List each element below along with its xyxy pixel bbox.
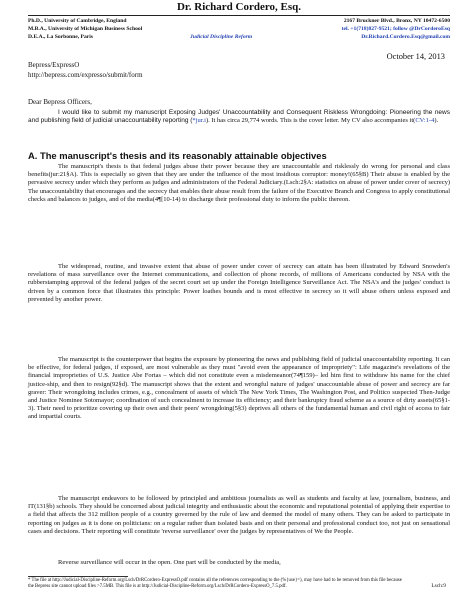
paragraph-thesis	[28, 163, 450, 204]
paragraph-journalists	[28, 495, 450, 536]
street-address: 2167 Bruckner Blvd., Bronx, NY 10472-6500	[343, 18, 450, 24]
section-heading: A. The manuscript's thesis and its reasonably attainable objectives	[28, 150, 327, 161]
paragraph-counterpower	[28, 356, 450, 422]
paragraph-text: The manuscript endeavors to be followed by principled and ambitious journalists as well as students and faculty at law, journalism, business, and IT(131§b) schools. They should be concerned about judicial integrity and enthusiastic about the economic and reputational potential of applying their expertise to a field that affects the 312 million people of a country governed by the rule of law and deemed the model of many others. They can be asked to participate in reporting on judges as it is done on politicians: on a regular rather than isolated basis and on their personal and professional conduct too, not just on sensational cases and decisions. Their reporting will constitute 'reverse surveillance' over the judges by representatives of We the People.	[28, 495, 450, 535]
recipient-address	[28, 61, 143, 80]
jur-link[interactable]: *jur.i	[192, 117, 206, 125]
paragraph-text: The manuscript's thesis is that federal judges abuse their power because they are unaccountable and risklessly do wrong for personal and class benefits(jur:21§A). This is especially so given that they are under the influence of the most insidious corruptor: money!(65§B) Their abuse is enabled by the pervasive secrecy under which they perform as judges and administrators of the Federal Judiciary.(Lsch:2§A: statistics on abuse of power under cover of secrecy) The unaccountability that encourages and the secrecy that enables their abuse result from the failure of the Executive Branch and Congress to apply constitutional checks and balances to judges, and of the media(4¶[10-14) to discharge their professional duty to inform the public thereon.	[28, 163, 450, 203]
paragraph-reverse-surveillance	[28, 559, 450, 567]
recipient-url[interactable]: http://bepress.com/expresso/submit/form	[28, 70, 143, 79]
page-number: Lsch:9	[431, 583, 446, 589]
credential-dea: D.E.A., La Sorbonne, Paris	[28, 34, 93, 40]
salutation: Dear Bepress Officers,	[28, 98, 92, 106]
letterhead	[28, 0, 450, 52]
recipient-name: Bepress/ExpressO	[28, 61, 80, 69]
cv-link[interactable]: CV:1-4	[415, 117, 435, 125]
header-rule	[28, 15, 450, 16]
intro-text-a: I would like to submit my manuscript Exposing Judges' Unaccountability and Consequent Riskless Wrongdoing: Pioneering the news and publishing field of judicial unaccountability reporting (	[28, 109, 450, 125]
paragraph-text: The widespread, routine, and invasive extent that abuse of power under cover of secrecy can attain has been illustrated by Edward Snowden's revelations of mass surveillance over the Internet communications, and collection of phone records, of millions of Americans conducted by NSA with the rubberstamping approval of the federal judges of the secret court set up under the Foreign Intelligence Surveillance Act. The NSA's and the judges' conduct is driven by a common force that illustrates this principle: Power loathes bounds and is most effective in secrecy so it will abuse others unless exposed and prevented by another power.	[28, 263, 450, 303]
phone-twitter[interactable]: tel. +1(718)827-9521; follow @DrCorderoEsq	[341, 26, 450, 32]
intro-text-c: ).	[434, 117, 439, 125]
intro-text-b: ). It has circa 29,774 words. This is the cover letter. My CV also accompanies it(	[205, 117, 416, 125]
footnote: * The file at http://Judicial-Discipline-Reform.org/Lsch/DrRCordero-ExpressO.pdf contains all the references corresponding to the (%{use}=), may have had to be removed from this file because the Bepress site cannot upload files >7.5MB. This file is at http://Judicial-Discipline-Reform.org/Lsch/DrRCordero-ExpressO_7.5.pdf.	[28, 578, 402, 590]
footnote-rule	[28, 576, 128, 577]
organization-link[interactable]: Judicial Discipline Reform	[190, 34, 253, 40]
intro-paragraph	[28, 109, 450, 125]
paragraph-text: The manuscript is the counterpower that begins the exposure by pioneering the news and publishing field of judicial unaccountability reporting. It can be effective, for federal judges, if exposed, are most vulnerable as they must "avoid even the appearance of impropriety": Life magazine's revelations of the financial improprieties of U.S. Justice Abe Fortas – which did not constitute even a misdemeanor(74¶159)– led him first to withdraw his name for the chief justice-ship, and then to resign(92§d). The manuscript shows that the extent and wrongful nature of judges' unaccountable abuse of power and secrecy are far graver: Their wrongdoing includes crimes, e.g., concealment of assets of which The New York Times, The Washington Post, and Politico suspected Then-Judge and Justice Nominee Sotomayor; coordination of such concealment to increase its efficiency; and their bankruptcy fraud scheme as a source of dirty assets(65§1-3). Their need to prioritize covering up their own and their peers' wrongdoing(5§3) deprives all others of the fundamental human and civil right of access to fair and impartial courts.	[28, 356, 450, 421]
credential-mba: M.B.A., University of Michigan Business School	[28, 26, 143, 32]
credential-phd: Ph.D., University of Cambridge, England	[28, 18, 127, 24]
letter-date: October 14, 2013	[386, 52, 445, 61]
author-name: Dr. Richard Cordero, Esq.	[176, 1, 302, 13]
paragraph-text: Reverse surveillance will occur in the open. One part will be conducted by the media,	[58, 559, 281, 566]
email-link[interactable]: Dr.Richard.Cordero.Esq@gmail.com	[361, 34, 450, 40]
paragraph-snowden	[28, 263, 450, 304]
